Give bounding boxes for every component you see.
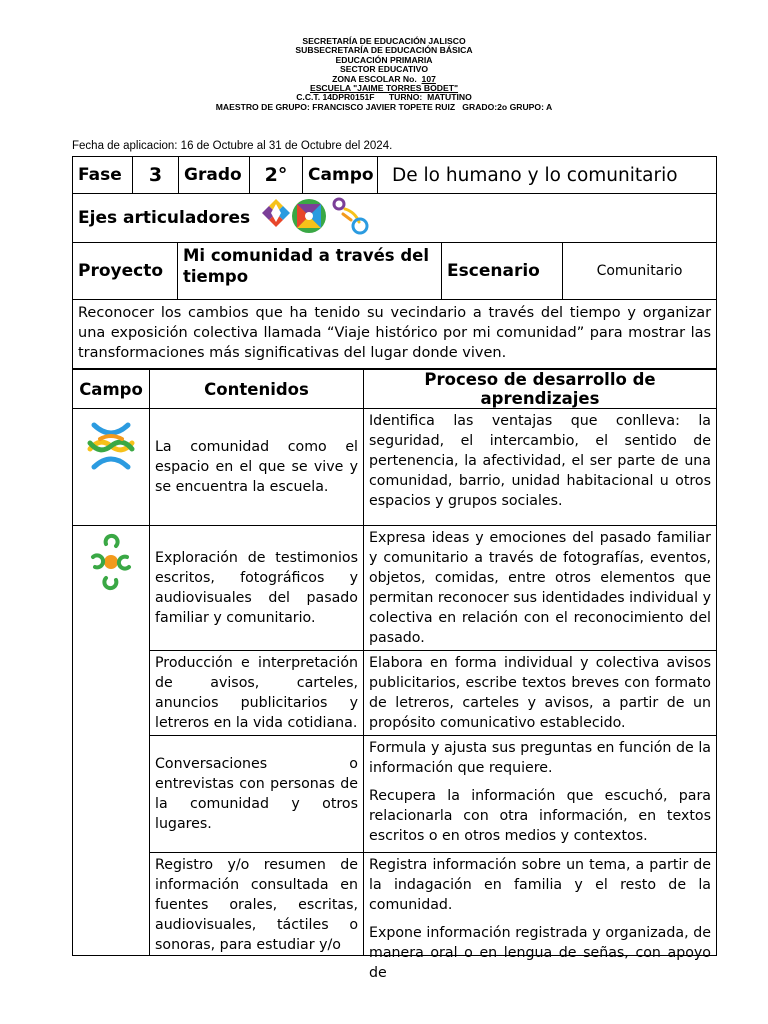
proceso-cell <box>364 409 717 526</box>
contenidos-table <box>72 369 717 981</box>
header-cct: C.C.T. 14DPR0151F TURNO: MATUTINO <box>296 92 472 103</box>
table-row <box>73 853 717 956</box>
campo-cell <box>73 526 150 956</box>
grado-value: 2° <box>250 157 303 194</box>
header-proceso: Proceso de desarrollo de aprendizajes <box>364 370 717 409</box>
grado-label: Grado <box>179 157 250 194</box>
pensamiento-critico-icon <box>292 199 326 233</box>
header-line-1: SECRETARÍA DE EDUCACIÓN JALISCO <box>302 36 466 46</box>
lenguajes-icon <box>86 536 136 588</box>
header-line-3: EDUCACIÓN PRIMARIA <box>335 54 433 65</box>
campo-cell <box>73 409 150 526</box>
fase-value: 3 <box>133 157 179 194</box>
inclusion-icon <box>262 199 290 227</box>
proyecto-value: Mi comunidad a través del tiempo <box>178 243 442 300</box>
proceso-text: Elabora en forma individual y colectiva avisos publicitarios, escribe textos breves con formato de letreros, carteles y avisos, a partir de un propósito comunicativo establecido. <box>369 655 711 731</box>
zona-label: ZONA ESCOLAR No. <box>332 73 417 84</box>
proceso-cell <box>364 651 717 736</box>
ejes-label: Ejes articuladores <box>78 208 251 228</box>
campo-value: De lo humano y lo comunitario <box>378 157 717 194</box>
table-row <box>73 526 717 651</box>
interculturalidad-icon <box>334 199 367 233</box>
comunidad-icon <box>86 419 136 473</box>
fecha-aplicacion: Fecha de aplicacion: 16 de Octubre al 31 de Octubre del 2024. <box>72 140 393 152</box>
campo-label: Campo <box>303 157 378 194</box>
proceso-cell <box>364 736 717 853</box>
header-maestro: MAESTRO DE GRUPO: FRANCISCO JAVIER TOPETE RUIZ GRADO:2o GRUPO: A <box>215 101 553 112</box>
ejes-icons <box>259 196 384 241</box>
zona-value: 107 <box>421 73 436 84</box>
proceso-text: Expone información registrada y organizada, de manera oral o en lengua de señas, con apoyo de <box>369 925 711 981</box>
proceso-text: Formula y ajusta sus preguntas en función de la información que requiere. <box>369 740 711 776</box>
contenido-cell <box>150 853 364 956</box>
ejes-row <box>73 194 717 243</box>
contenido-cell: Exploración de testimonios escritos, fotográficos y audiovisuales del pasado familiar y comunitario. <box>150 526 364 651</box>
letterhead <box>0 37 768 112</box>
escenario-value: Comunitario <box>563 243 717 300</box>
proceso-cell <box>364 526 717 651</box>
proyecto-label: Proyecto <box>73 243 178 300</box>
header-escuela: ESCUELA "JAIME TORRES BODET" <box>309 83 459 94</box>
header-contenidos: Contenidos <box>150 370 364 409</box>
proceso-text: Expresa ideas y emociones del pasado familiar y comunitario a través de fotografías, eventos, objetos, comidas, entre otros elementos que permitan reconocer sus identidades individual y colectiva en relación con el reconocimiento del pasado. <box>369 530 711 646</box>
project-info-table <box>72 156 717 369</box>
contenido-cell: Conversaciones o entrevistas con personas de la comunidad y otros lugares. <box>150 736 364 853</box>
proceso-text: Identifica las ventajas que conlleva: la seguridad, el intercambio, el sentido de pertenencia, la afectividad, el ser parte de una comunidad, barrio, unidad habitacional u otros espacios y grupos sociales. <box>369 413 711 509</box>
proceso-text: Registra información sobre un tema, a partir de la indagación en familia y el resto de la comunidad. <box>369 857 711 913</box>
objetivo-text: Reconocer los cambios que ha tenido su vecindario a través del tiempo y organizar una exposición colectiva llamada “Viaje histórico por mi comunidad” para mostrar las transformaciones más significativas del lugar donde viven. <box>73 300 717 369</box>
ejes-articuladores-icons <box>259 196 384 236</box>
proceso-wrap <box>369 855 711 981</box>
header-line-2: SUBSECRETARÍA DE EDUCACIÓN BÁSICA <box>295 45 473 56</box>
fase-label: Fase <box>73 157 133 194</box>
table-row <box>73 409 717 526</box>
table-row <box>73 651 717 736</box>
contenido-cell: Producción e interpretación de avisos, carteles, anuncios publicitarios y letreros en la vida cotidiana. <box>150 651 364 736</box>
table-row <box>73 736 717 853</box>
escenario-label: Escenario <box>442 243 563 300</box>
proceso-text: Recupera la información que escuchó, para relacionarla con otra información, en textos escritos o en otros medios y contextos. <box>369 788 711 844</box>
header-campo: Campo <box>73 370 150 409</box>
contenido-cell: La comunidad como el espacio en el que se vive y se encuentra la escuela. <box>150 409 364 526</box>
header-line-4: SECTOR EDUCATIVO <box>339 64 428 75</box>
contenido-text: Registro y/o resumen de información consultada en fuentes orales, escritas, audiovisuales, táctiles o sonoras, para estudiar y/o <box>155 857 358 953</box>
proceso-cell <box>364 853 717 981</box>
